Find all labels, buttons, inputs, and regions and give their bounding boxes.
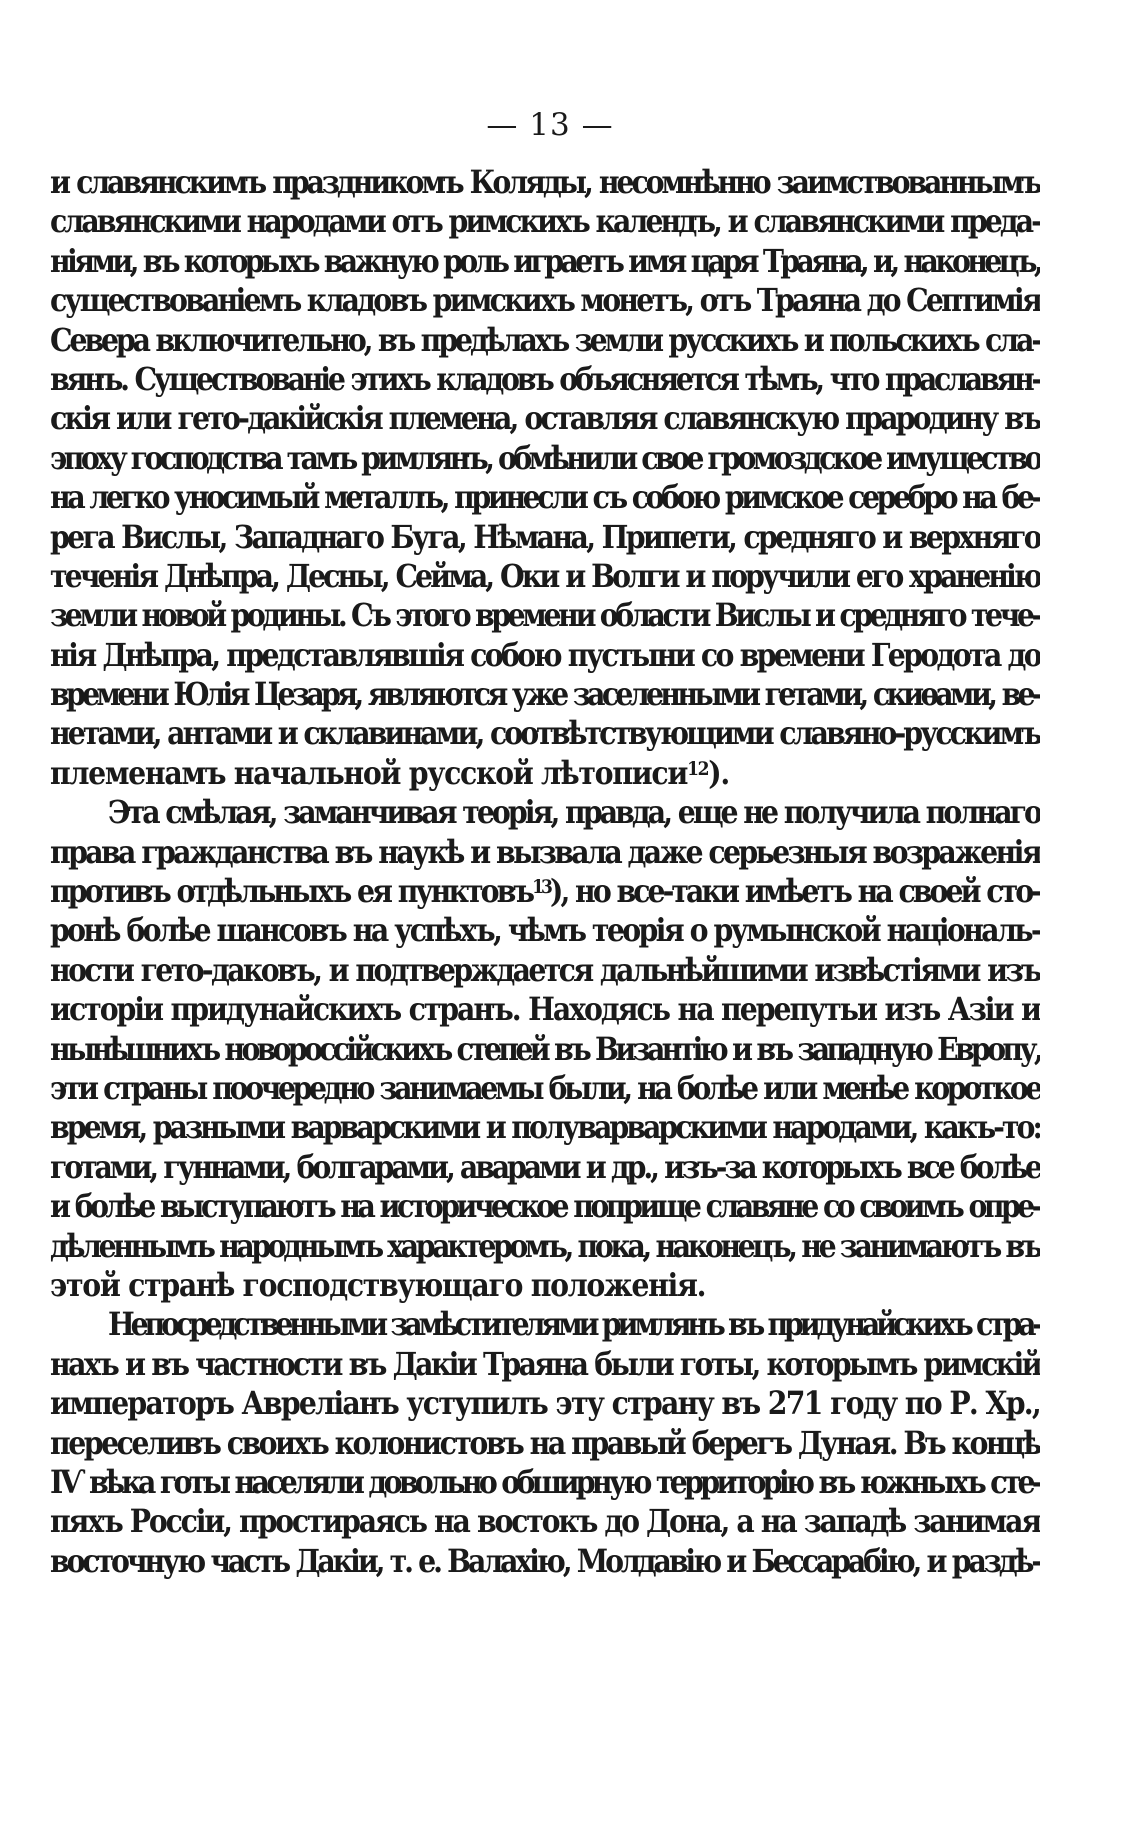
line-text: земли новой родины. Съ этого времени области Вислы и средняго тече- [50, 597, 1040, 635]
page-number: — 13 — [486, 107, 614, 143]
text-line [50, 478, 1040, 517]
line-text-continued: ). [708, 754, 729, 792]
footnote-ref: 12 [687, 757, 709, 780]
text-line [50, 1463, 1040, 1502]
line-text: времени Юлія Цезаря, являются уже заселенными гетами, скиѳами, ве- [50, 676, 1040, 714]
text-line [50, 596, 1040, 635]
text-line [50, 1187, 1040, 1226]
line-text: пяхъ Россіи, простираясь на востокъ до Дона, а на западѣ занимая [50, 1503, 1040, 1541]
text-line [50, 1030, 1040, 1069]
document-page [50, 105, 1040, 1581]
line-text: исторіи придунайскихъ странъ. Находясь на перепутьи изъ Азіи и [50, 991, 1040, 1029]
text-line [50, 439, 1040, 478]
line-text: этой странѣ господствующаго положенія. [50, 1266, 706, 1304]
line-text: IѴ вѣка готы населяли довольно обширную территорію въ южныхъ сте- [50, 1463, 1040, 1501]
line-text: императоръ Авреліанъ уступилъ эту страну въ 271 году по Р. Хр., [50, 1385, 1040, 1423]
line-text: восточную часть Дакіи, т. е. Валахію, Молдавію и Бессарабію, и раздѣ- [50, 1542, 1040, 1580]
text-line [50, 1424, 1040, 1463]
paragraph [50, 1305, 1040, 1581]
text-line [50, 833, 1040, 872]
line-text: ронѣ болѣе шансовъ на успѣхъ, чѣмъ теорія о румынской національ- [50, 912, 1040, 950]
text-line [50, 1069, 1040, 1108]
line-text: нія Днѣпра, представлявшія собою пустыни со времени Геродота до [50, 636, 1040, 674]
text-line [50, 1227, 1040, 1266]
text-body [50, 163, 1040, 1581]
text-line [50, 557, 1040, 596]
line-text: славянскими народами отъ римскихъ календъ, и славянскими преда- [50, 203, 1040, 241]
line-text: противъ отдѣльныхъ ея пунктовъ [50, 873, 533, 911]
text-line [50, 360, 1040, 399]
line-text: ности гето-даковъ, и подтверждается дальнѣйшими извѣстіями изъ [50, 951, 1040, 989]
text-line [50, 321, 1040, 360]
line-text: на легко уносимый металлъ, принесли съ собою римское серебро на бе- [50, 479, 1040, 517]
line-text: эти страны поочередно занимаемы были, на болѣе или менѣе короткое [50, 1069, 1040, 1107]
text-line [50, 202, 1040, 241]
paragraph [50, 163, 1040, 793]
text-line [50, 281, 1040, 320]
line-text: нынѣшнихъ новороссійскихъ степей въ Византію и въ западную Европу, [50, 1030, 1040, 1068]
line-text: ніями, въ которыхъ важную роль играетъ имя царя Траяна, и, наконецъ, [50, 242, 1040, 280]
text-line [50, 675, 1040, 714]
text-line [50, 242, 1040, 281]
line-text: рега Вислы, Западнаго Буга, Нѣмана, Припети, средняго и верхняго [50, 518, 1040, 556]
text-line [50, 754, 1040, 793]
text-line [50, 1305, 1040, 1344]
line-text: переселивъ своихъ колонистовъ на правый берегъ Дуная. Въ концѣ [50, 1424, 1040, 1462]
text-line [50, 1384, 1040, 1423]
text-line [50, 1108, 1040, 1147]
text-line [50, 1266, 1040, 1305]
line-text: существованіемъ кладовъ римскихъ монетъ, отъ Траяна до Септимія [50, 282, 1040, 320]
text-line [50, 911, 1040, 950]
text-line [50, 399, 1040, 438]
line-text: Непосредственными замѣстителями римлянъ въ придунайскихъ стра- [108, 1306, 1040, 1344]
line-text: племенамъ начальной русской лѣтописи [50, 754, 688, 792]
line-text: Эта смѣлая, заманчивая теорія, правда, еще не получила полнаго [108, 794, 1040, 832]
line-text: нетами, антами и склавинами, соотвѣтствующими славяно-русскимъ [50, 715, 1040, 753]
text-line [50, 951, 1040, 990]
text-line [50, 163, 1040, 202]
line-text: и болѣе выступаютъ на историческое поприще славяне со своимъ опре- [50, 1188, 1040, 1226]
line-text: готами, гуннами, болгарами, аварами и др., изъ-за которыхъ все болѣе [50, 1148, 1040, 1186]
line-text: и славянскимъ праздникомъ Коляды, несомнѣнно заимствованнымъ [50, 164, 1040, 201]
line-text: права гражданства въ наукѣ и вызвала даже серьезныя возраженія [50, 833, 1040, 871]
text-line [50, 636, 1040, 675]
text-line [50, 1502, 1040, 1541]
line-text: время, разными варварскими и полуварварскими народами, какъ-то: [50, 1109, 1040, 1147]
line-text-continued: ), но все-таки имѣетъ на своей сто- [549, 873, 1040, 911]
line-text: вянъ. Существованіе этихъ кладовъ объясняется тѣмъ, что праславян- [50, 360, 1040, 398]
text-line [50, 1148, 1040, 1187]
text-line [50, 872, 1040, 911]
text-line [50, 990, 1040, 1029]
line-text: эпоху господства тамъ римлянъ, обмѣнили свое громоздское имущество [50, 439, 1040, 477]
paragraph [50, 793, 1040, 1305]
text-line [50, 1345, 1040, 1384]
text-line [50, 793, 1040, 832]
text-line [50, 714, 1040, 753]
text-line [50, 518, 1040, 557]
line-text: скія или гето-дакійскія племена, оставляя славянскую прародину въ [50, 400, 1040, 438]
line-text: Севера включительно, въ предѣлахъ земли русскихъ и польскихъ сла- [50, 321, 1040, 359]
line-text: нахъ и въ частности въ Дакіи Траяна были готы, которымъ римскій [50, 1345, 1040, 1383]
text-line [50, 1542, 1040, 1581]
line-text: дѣленнымъ народнымъ характеромъ, пока, наконецъ, не занимаютъ въ [50, 1227, 1040, 1265]
footnote-ref: 13 [532, 876, 550, 899]
line-text: теченія Днѣпра, Десны, Сейма, Оки и Волги и поручили его храненію [50, 557, 1040, 595]
